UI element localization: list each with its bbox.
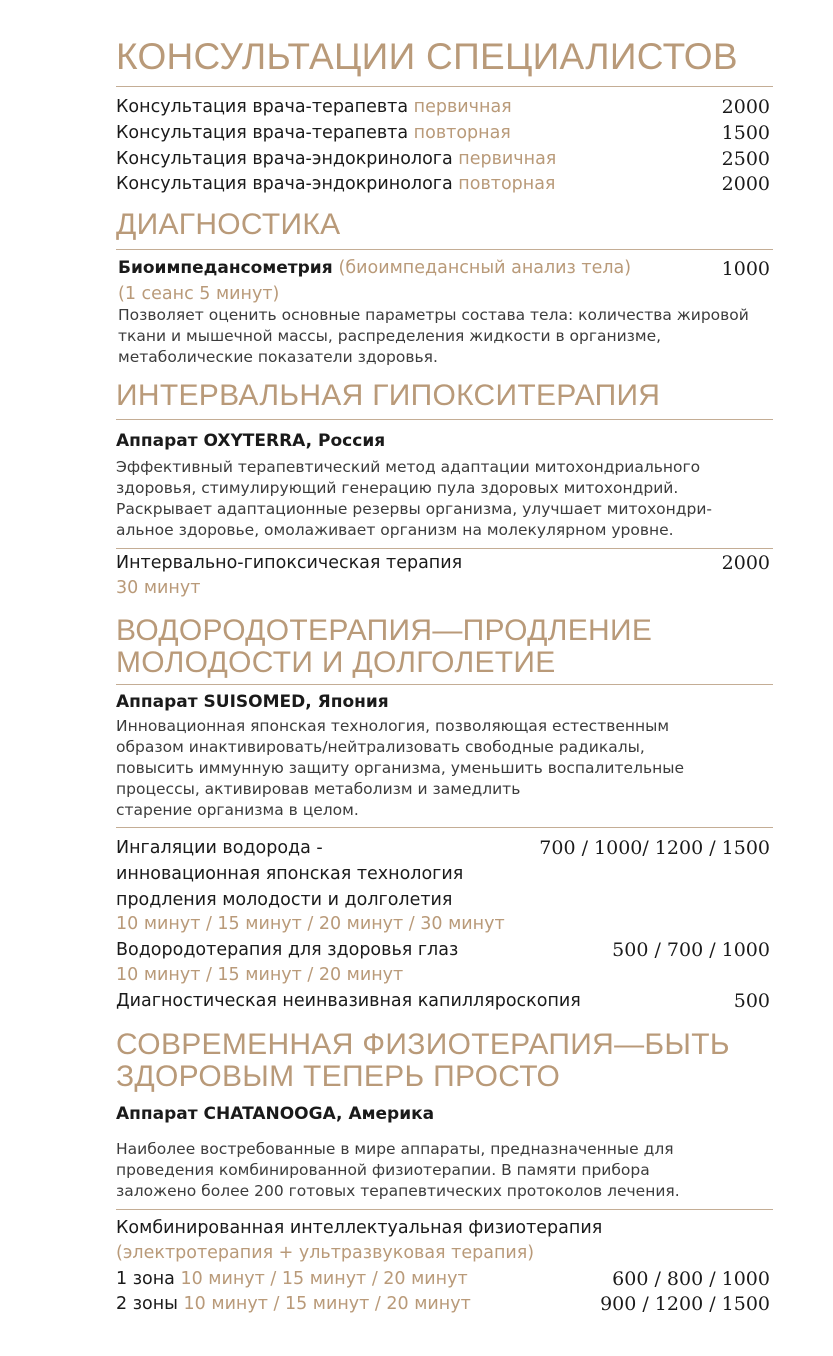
section-title-hypoxitherapy: ИНТЕРВАЛЬНАЯ ГИПОКСИТЕРАПИЯ — [116, 379, 661, 412]
description-line: проведения комбинированной физиотерапии. В памяти прибора — [116, 1161, 650, 1179]
description-line: образом инактивировать/нейтрализовать свободные радикалы, — [116, 738, 645, 756]
divider — [116, 86, 773, 87]
price: 1000 — [721, 258, 770, 280]
description-line: Позволяет оценить основные параметры состава тела: количества жировой — [118, 306, 749, 324]
service-row — [116, 174, 555, 194]
section-title-physio-line1: СОВРЕМЕННАЯ ФИЗИОТЕРАПИЯ—БЫТЬ — [116, 1028, 730, 1061]
service-duration: 10 минут / 15 минут / 20 минут — [116, 965, 404, 985]
section-title-hydrogen-line1: ВОДОРОДОТЕРАПИЯ—ПРОДЛЕНИЕ — [116, 614, 653, 647]
service-row — [116, 123, 511, 143]
service-type: повторная — [413, 123, 511, 143]
description-line: старение организма в целом. — [116, 801, 359, 819]
price: 2000 — [721, 173, 770, 195]
price: 700 / 1000/ 1200 / 1500 — [539, 837, 770, 859]
divider — [116, 684, 773, 685]
service-duration: 10 минут / 15 минут / 20 минут / 30 минут — [116, 914, 505, 934]
service-name: Водородотерапия для здоровья глаз — [116, 940, 459, 960]
zone-row — [116, 1294, 471, 1314]
description-line: Наиболее востребованные в мире аппараты, предназначенные для — [116, 1140, 674, 1158]
price: 2500 — [721, 148, 770, 170]
description — [116, 716, 776, 821]
price: 500 / 700 / 1000 — [612, 939, 770, 961]
description — [118, 305, 778, 368]
section-title-hydrogen-line2: МОЛОДОСТИ И ДОЛГОЛЕТИЕ — [116, 646, 556, 679]
description-line: повысить иммунную защиту организма, уменьшить воспалительные — [116, 759, 685, 777]
divider — [116, 419, 773, 420]
service-name: Интервально-гипоксическая терапия — [116, 553, 463, 573]
zone-row — [116, 1269, 468, 1289]
service-name: Консультация врача-эндокринолога — [116, 149, 459, 169]
service-name: Консультация врача-терапевта — [116, 97, 414, 117]
divider — [116, 249, 773, 250]
service-paren: (биоимпедансный анализ тела) — [338, 258, 632, 278]
service-name: Диагностическая неинвазивная капилляроскопия — [116, 991, 581, 1011]
description-line: заложено более 200 готовых терапевтических протоколов лечения. — [116, 1182, 680, 1200]
service-subtitle: (электротерапия + ультразвуковая терапия) — [116, 1243, 535, 1263]
service-row — [118, 258, 631, 278]
service-name: Консультация врача-терапевта — [116, 123, 414, 143]
description-line: процессы, активировав метаболизм и замедлить — [116, 780, 521, 798]
price: 2000 — [721, 552, 770, 574]
description-line: метаболические показатели здоровья. — [118, 348, 438, 366]
device-name: Аппарат CHATANOOGA, Америка — [116, 1104, 435, 1124]
service-name-line: инновационная японская технология — [116, 864, 464, 884]
price: 2000 — [721, 96, 770, 118]
device-name: Аппарат SUISOMED, Япония — [116, 692, 389, 712]
price: 500 — [733, 990, 770, 1012]
divider — [116, 548, 773, 549]
service-name-line: продления молодости и долголетия — [116, 890, 453, 910]
description-line: Эффективный терапевтический метод адаптации митохондриального — [116, 458, 701, 476]
section-title-diagnostics: ДИАГНОСТИКА — [116, 208, 341, 241]
service-name: Консультация врача-эндокринолога — [116, 174, 459, 194]
description-line: Инновационная японская технология, позволяющая естественным — [116, 717, 670, 735]
zone-duration: 10 минут / 15 минут / 20 минут — [183, 1294, 471, 1314]
service-duration: 30 минут — [116, 578, 201, 598]
service-row — [116, 149, 556, 169]
zone-label: 1 зона — [116, 1269, 181, 1289]
zone-label: 2 зоны — [116, 1294, 184, 1314]
description — [116, 457, 776, 541]
device-name: Аппарат OXYTERRA, Россия — [116, 431, 386, 451]
description-line: Раскрывает адаптационные резервы организма, улучшает митохондри- — [116, 500, 713, 518]
service-name-line: Ингаляции водорода - — [116, 838, 323, 858]
divider — [116, 827, 773, 828]
description-line: здоровья, стимулирующий генерацию пула здоровых митохондрий. — [116, 479, 679, 497]
price: 900 / 1200 / 1500 — [600, 1293, 770, 1315]
service-name: Биоимпедансометрия — [118, 258, 339, 278]
price: 600 / 800 / 1000 — [612, 1268, 770, 1290]
service-name: Комбинированная интеллектуальная физиотерапия — [116, 1218, 603, 1238]
divider — [116, 1209, 773, 1210]
description-line: ткани и мышечной массы, распределения жидкости в организме, — [118, 327, 662, 345]
section-title-consultations: КОНСУЛЬТАЦИИ СПЕЦИАЛИСТОВ — [116, 36, 738, 77]
section-title-physio-line2: ЗДОРОВЫМ ТЕПЕРЬ ПРОСТО — [116, 1060, 561, 1093]
description-line: альное здоровье, омолаживает организм на молекулярном уровне. — [116, 521, 674, 539]
price: 1500 — [721, 122, 770, 144]
service-type: первичная — [458, 149, 557, 169]
description — [116, 1139, 776, 1202]
zone-duration: 10 минут / 15 минут / 20 минут — [180, 1269, 468, 1289]
service-type: повторная — [458, 174, 556, 194]
service-type: первичная — [413, 97, 512, 117]
service-row — [116, 97, 512, 117]
session-duration: (1 сеанс 5 минут) — [118, 284, 280, 304]
